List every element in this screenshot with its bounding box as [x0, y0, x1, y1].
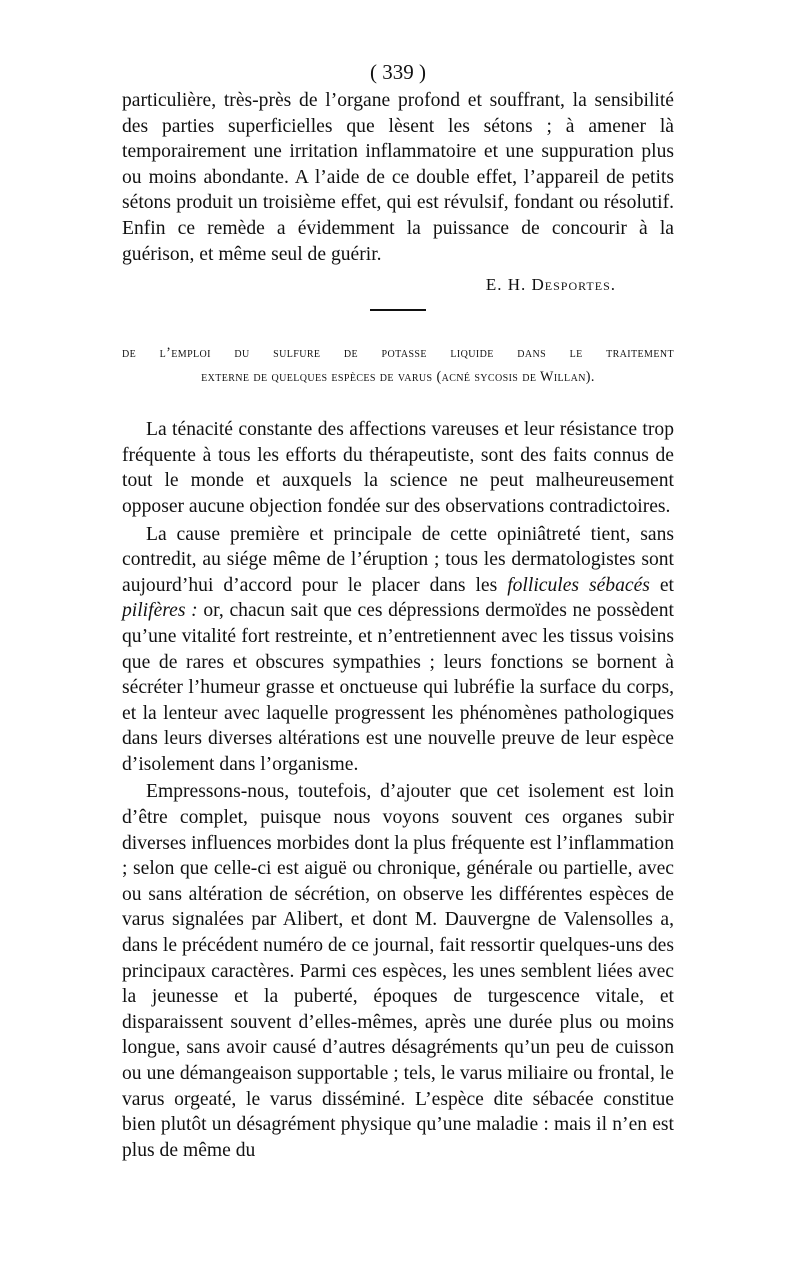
body-paragraph-3: Empressons-nous, toutefois, d’ajouter que cet isolement est loin d’être complet, puisque nous voyons souvent ces organes subir diverses influences morbides dont la plus fréquente est l’inflammation ; selon que celle-ci est aiguë ou chronique, générale ou partielle, avec ou sans altération de sécrétion, on observe les différentes espèces de varus signalées par Alibert, et dont M. Dauvergne de Valensolles a, dans le précédent numéro de ce journal, fait ressortir quelques-uns des principaux caractères. Parmi ces espèces, les unes semblent liées avec la jeunesse et la puberté, époques de turgescence vitale, et disparaissent souvent d’elles-mêmes, après une durée plus ou moins longue, sans avoir causé d’autres désagréments qu’un peu de cuisson ou une démangeaison supportable ; tels, le varus miliaire ou frontal, le varus orgeaté, le varus disséminé. L’espèce dite sébacée constitue bien plutôt un désagrément physique qu’une maladie : mais il n’en est plus de même du: [122, 781, 674, 1161]
body-paragraph-2: [122, 522, 674, 778]
article-heading-line-2: externe de quelques espèces de varus (acné sycosis de Willan).: [201, 369, 595, 386]
book-page: [122, 58, 674, 1163]
section-divider: [370, 309, 426, 311]
continuation-paragraph: particulière, très-près de l’organe profond et souffrant, la sensibilité des parties superficielles que lèsent les sétons ; à amener là temporairement une irritation inflammatoire et une suppuration plus ou moins abondante. A l’aide de ce double effet, l’appareil de petits sétons produit un troisième effet, qui est révulsif, fondant ou résolutif. Enfin ce remède a évidemment la puissance de concourir à la guérison, et même seul de guérir.: [122, 90, 674, 265]
page-number: ( 339 ): [370, 60, 426, 84]
italic-term-piliferes: pilifères :: [122, 600, 198, 622]
italic-term-follicules: follicules sébacés: [507, 574, 650, 596]
article-heading-line-1: de l’emploi du sulfure de potasse liquide dans le traitement: [122, 345, 674, 362]
article-body: [122, 417, 674, 1163]
article-heading: [122, 341, 674, 389]
paragraph-2-text-c: or, chacun sait que ces dépressions dermoïdes ne possèdent qu’une vitalité fort restreinte, et n’entretiennent avec les tissus voisins que de rares et obscures sympathies ; leurs fonctions se bornent à sécréter l’humeur grasse et onctueuse qui lubréfie la surface du corps, et la lenteur avec laquelle progressent les phénomènes pathologiques dans leurs diverses altérations est une nouvelle preuve de leur espèce d’isolement dans l’organisme.: [122, 600, 674, 775]
paragraph-2-text-b: et: [649, 574, 674, 596]
body-paragraph-1: La ténacité constante des affections vareuses et leur résistance trop fréquente à tous les efforts du thérapeutiste, sont des faits connus de tout le monde et auxquels la science ne peut malheureusement opposer aucune objection fondée sur des observations contradictoires.: [122, 419, 674, 517]
paragraph-2-text-a: La cause première et principale de cette opiniâtreté tient, sans contredit, au siége même de l’éruption ; tous les dermatologistes sont aujourd’hui d’accord pour le placer dans les: [122, 523, 674, 596]
author-signature: E. H. Desportes.: [485, 275, 616, 295]
